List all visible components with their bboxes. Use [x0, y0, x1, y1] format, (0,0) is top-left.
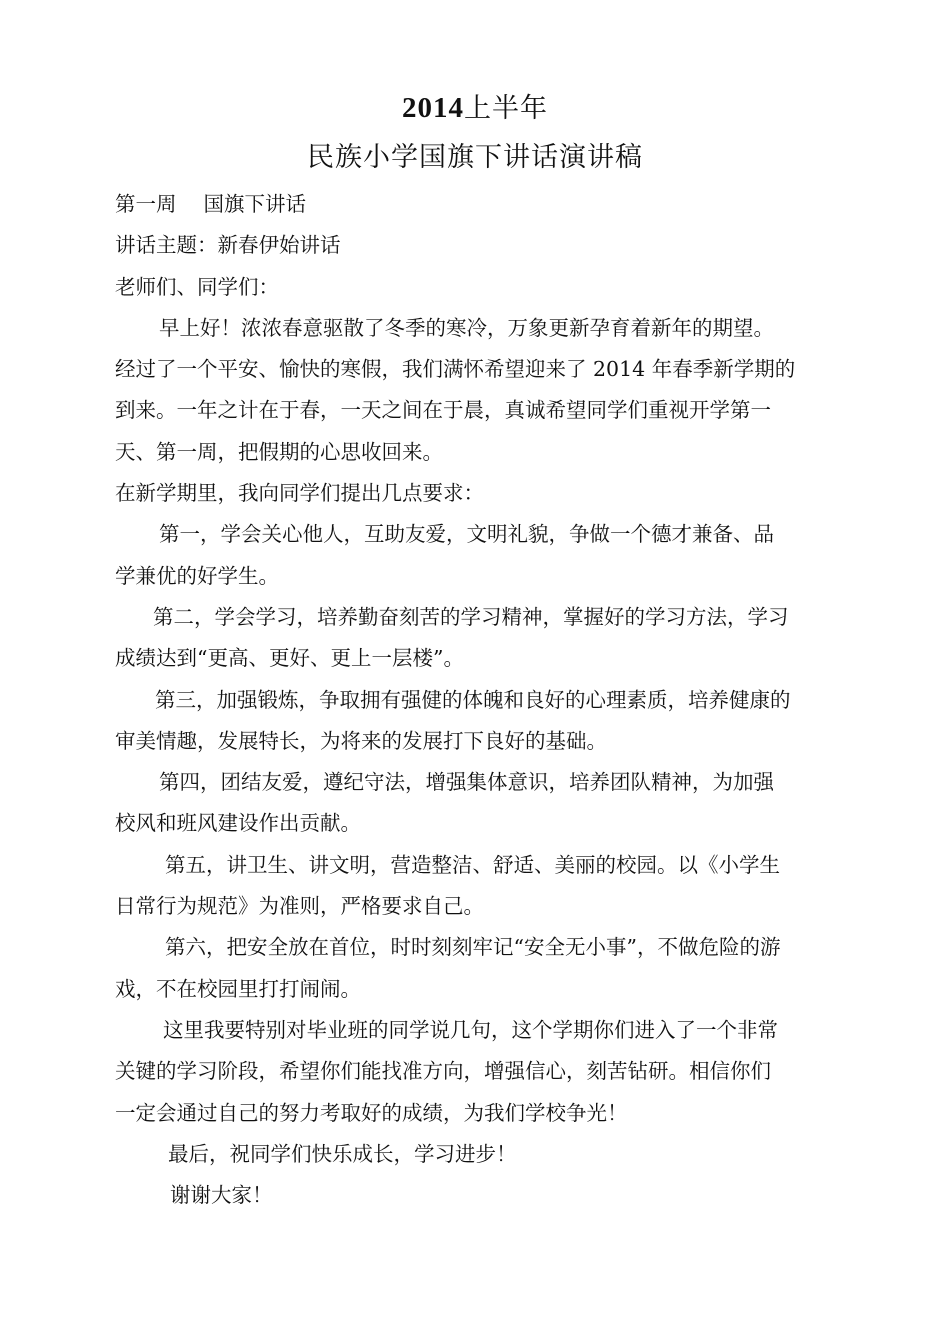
- requirement-four-line: 校风和班风建设作出贡献。: [115, 811, 361, 836]
- requirements-intro: 在新学期里，我向同学们提出几点要求：: [115, 481, 484, 506]
- requirement-six-line: 第六，把安全放在首位，时时刻刻牢记“安全无小事”，不做危险的游: [165, 935, 781, 960]
- title-year-line: [0, 88, 950, 129]
- title-block: [0, 88, 950, 179]
- week-heading: 第一周 国旗下讲话: [115, 192, 307, 216]
- requirement-one-line: 学兼优的好学生。: [115, 563, 279, 588]
- salutation: 老师们、同学们：: [115, 274, 279, 299]
- speech-topic: 讲话主题：新春伊始讲话: [115, 233, 341, 258]
- page-title: 民族小学国旗下讲话演讲稿: [307, 142, 643, 173]
- requirement-two-line: 成绩达到“更高、更好、更上一层楼”。: [115, 646, 464, 671]
- graduates-paragraph-line: 关键的学习阶段，希望你们能找准方向，增强信心，刻苦钻研。相信你们: [115, 1059, 771, 1084]
- requirement-four-line: 第四，团结友爱，遵纪守法，增强集体意识，培养团队精神，为加强: [159, 770, 774, 795]
- requirement-three-line: 第三，加强锻炼，争取拥有强健的体魄和良好的心理素质，培养健康的: [155, 687, 791, 712]
- requirement-three-line: 审美情趣，发展特长，为将来的发展打下良好的基础。: [115, 728, 607, 753]
- intro-paragraph-line: 早上好！浓浓春意驱散了冬季的寒冷，万象更新孕育着新年的期望。: [159, 315, 774, 340]
- graduates-paragraph-line: 这里我要特别对毕业班的同学说几句，这个学期你们进入了一个非常: [163, 1017, 778, 1042]
- requirement-five-line: 第五，讲卫生、讲文明，营造整洁、舒适、美丽的校园。以《小学生: [165, 852, 780, 877]
- intro-paragraph-line: 天、第一周，把假期的心思收回来。: [115, 439, 443, 464]
- requirement-five-line: 日常行为规范》为准则，严格要求自己。: [115, 894, 484, 919]
- intro-paragraph-line: 经过了一个平安、愉快的寒假，我们满怀希望迎来了 2014 年春季新学期的: [115, 357, 796, 382]
- requirement-six-line: 戏，不在校园里打打闹闹。: [115, 976, 361, 1001]
- speech-body: [115, 184, 845, 1216]
- graduates-paragraph-line: 一定会通过自己的努力考取好的成绩，为我们学校争光！: [115, 1100, 628, 1125]
- closing-wish: 最后，祝同学们快乐成长，学习进步！: [168, 1141, 517, 1166]
- title-year-suffix: 上半年: [464, 93, 548, 124]
- requirement-one-line: 第一，学会关心他人，互助友爱，文明礼貌，争做一个德才兼备、品: [159, 522, 774, 547]
- thank-you-line: 谢谢大家！: [170, 1183, 273, 1208]
- requirement-two-line: 第二，学会学习，培养勤奋刻苦的学习精神，掌握好的学习方法，学习: [153, 604, 789, 629]
- intro-paragraph-line: 到来。一年之计在于春，一天之间在于晨，真诚希望同学们重视开学第一: [115, 398, 771, 423]
- title-year-number: 2014: [402, 92, 464, 124]
